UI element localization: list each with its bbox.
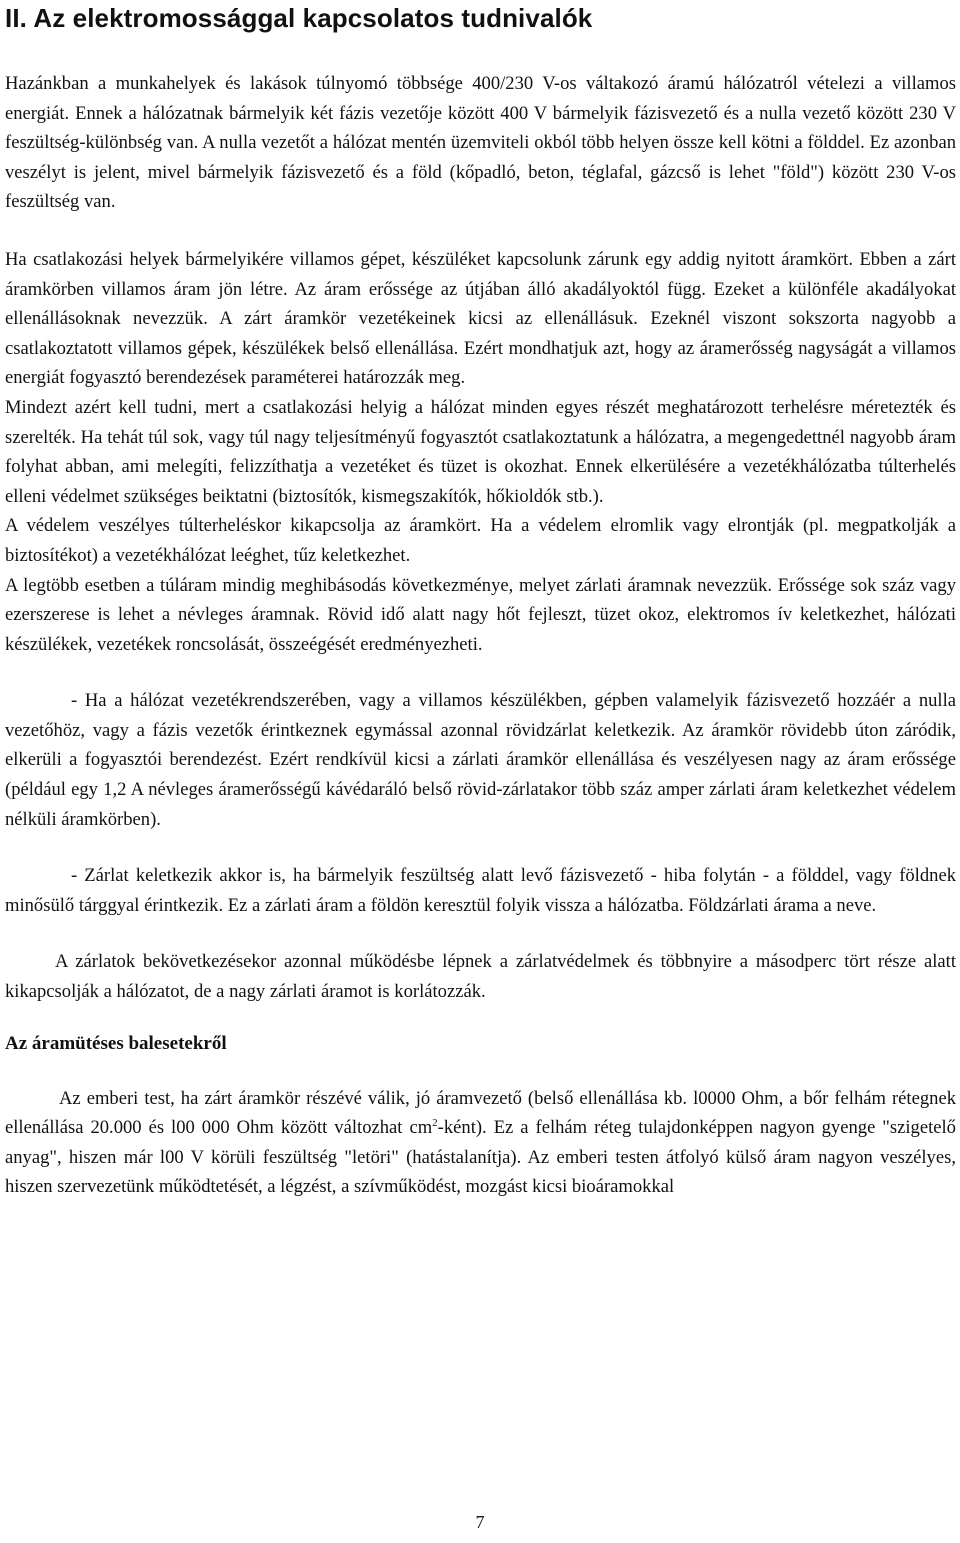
- paragraph: Hazánkban a munkahelyek és lakások túlnyomó többsége 400/230 V-os váltakozó áramú hálózatról vételezi a villamos energiát. Ennek a hálózatnak bármelyik két fázis vezetője között 400 V bármelyik fázisvezető és a nulla vezető között 230 V feszültség-különbség van. A nulla vezetőt a hálózat mentén üzemviteli okból több helyen össze kell kötni a földdel. Ez azonban veszélyt is jelent, mivel bármelyik fázisvezető és a föld (kőpadló, beton, téglafal, gázcső is lehet "föld") között 230 V-os feszültség van.: [5, 73, 956, 213]
- document-title: II. Az elektromossággal kapcsolatos tudnivalók: [5, 3, 593, 33]
- paragraph-text: Az emberi test, ha zárt áramkör részévé válik, jó áramvezető (belső ellenállása kb. l0000 Ohm, a bőr felhám rétegnek ellenállása 20.000 és l00 000 Ohm között változhat cm: [5, 1087, 956, 1139]
- paragraph-last: [5, 1084, 956, 1202]
- paragraph: A legtöbb esetben a túláram mindig meghibásodás következménye, melyet zárlati áramnak nevezzük. Erőssége sok száz vagy ezerszerese is lehet a névleges áramnak. Rövid idő alatt nagy hőt fejleszt, tüzet okoz, elektromos ív keletkezhet, hálózati készülékek, vezetékek roncsolását, összeégését eredményezheti.: [5, 574, 956, 655]
- superscript: 2: [432, 1117, 438, 1130]
- section-heading: Az áramütéses balesetekről: [5, 1032, 227, 1054]
- paragraph: A zárlatok bekövetkezésekor azonnal működésbe lépnek a zárlatvédelmek és többnyire a másodperc tört része alatt kikapcsolják a hálózatot, de a nagy zárlati áramot is korlátozzák.: [5, 951, 956, 1003]
- page-number: 7: [475, 1512, 485, 1532]
- paragraph: Mindezt azért kell tudni, mert a csatlakozási helyig a hálózat minden egyes részét meghatározott terhelésre méretezték és szerelték. Ha tehát túl sok, vagy túl nagy teljesítményű fogyasztót csatlakoztatunk a hálózatra, a megengedettnél nagyobb áram folyhat abban, ami melegíti, felizzíthatja a vezetéket és tüzet is okozhat. Ennek elkerülésére a vezetékhálózatba túlterhelés elleni védelmet szükséges beiktatni (biztosítók, kismegszakítók, hőkioldók stb.).: [5, 396, 956, 507]
- paragraph: - Ha a hálózat vezetékrendszerében, vagy a villamos készülékben, gépben valamelyik fázisvezető hozzáér a nulla vezetőhöz, vagy a fázis vezetők érintkeznek egymással azonnal rövidzárlat keletkezik. Az áramkör rövidebb úton záródik, elkerüli a fogyasztói berendezést. Ezért rendkívül kicsi a zárlati áramkör ellenállása és veszélyesen nagy az áram erőssége (például egy 1,2 A névleges áramerősségű kávédaráló belső rövid-zárlatakor több száz amper zárlati áram keletkezhet védelem nélküli áramkörben).: [5, 690, 956, 830]
- paragraph: Ha csatlakozási helyek bármelyikére villamos gépet, készüléket kapcsolunk zárunk egy addig nyitott áramkört. Ebben a zárt áramkörben villamos áram jön létre. Az áram erőssége az útjában álló akadályoktól függ. Ezeket a különféle akadályokat ellenállásoknak nevezzük. A zárt áramkör vezetékeinek kicsi az ellenállásuk. Ezeknél viszont sokszorta nagyobb a csatlakoztatott villamos gépek, készülékek belső ellenállása. Ezért mondhatjuk azt, hogy az áramerősség nagyságát a villamos energiát fogyasztó berendezések paraméterei határozzák meg.: [5, 248, 956, 389]
- paragraph: - Zárlat keletkezik akkor is, ha bármelyik feszültség alatt levő fázisvezető - hiba folytán - a földdel, vagy földnek minősülő tárggyal érintkezik. Ez a zárlati áram a földön keresztül folyik vissza a hálózatba. Földzárlati árama a neve.: [5, 865, 956, 916]
- paragraph: A védelem veszélyes túlterheléskor kikapcsolja az áramkört. Ha a védelem elromlik vagy elrontják (pl. megpatkolják a biztosítékot) a vezetékhálózat leéghet, tűz keletkezhet.: [5, 515, 956, 566]
- paragraph-text: -ként). Ez a felhám réteg tulajdonképpen nagyon gyenge "szigetelő anyag", hiszen már l00 V körüli feszültség "letöri" (hatástalanítja). Az emberi testen átfolyó külső áram nagyon veszélyes, hiszen szervezetünk működtetését, a légzést, a szívműködést, mozgást kicsi bioáramokkal: [5, 1117, 956, 1198]
